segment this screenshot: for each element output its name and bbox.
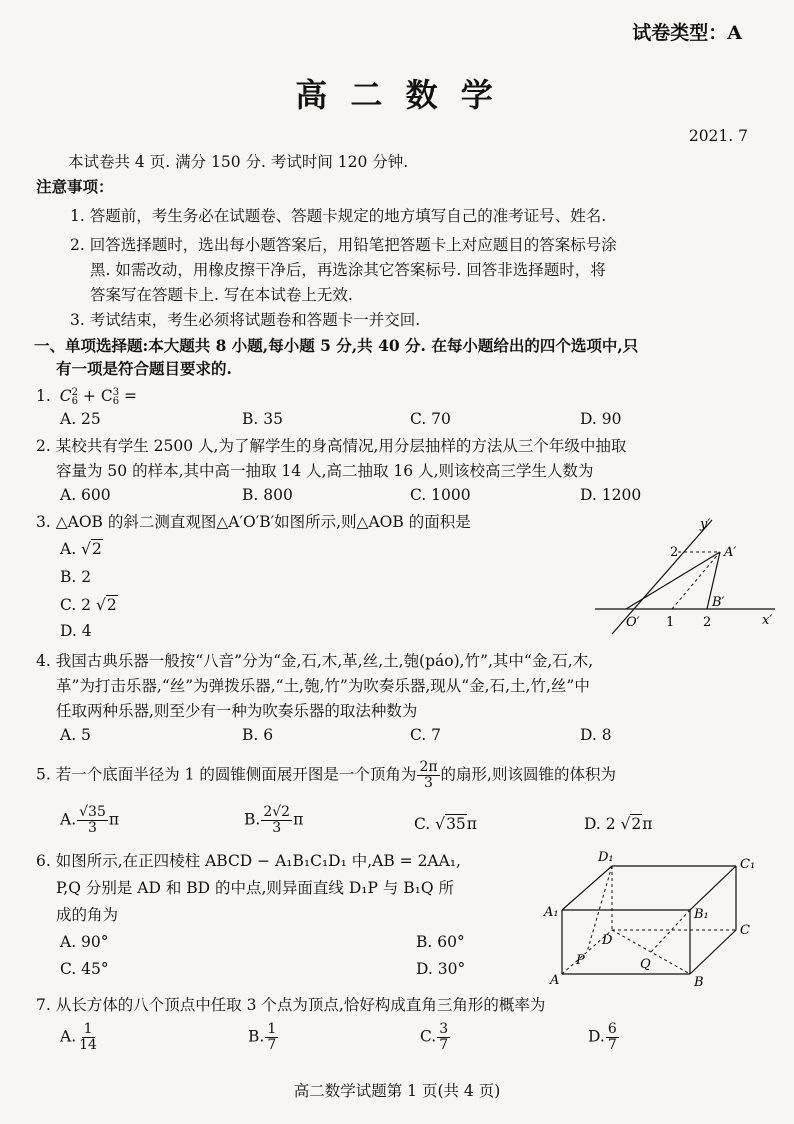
notes-heading: 注意事项： — [36, 177, 114, 196]
q6-prism-figure — [540, 846, 770, 992]
note-2c: 答案写在答题卡上. 写在本试卷上无效. — [90, 286, 353, 304]
q5-option-c: C. √35π — [414, 815, 477, 833]
q6-stem-3: 成的角为 — [56, 906, 119, 924]
page-title: 高 二 数 学 — [295, 76, 499, 114]
q1-option-b: B. 35 — [242, 410, 283, 428]
q2-option-d: D. 1200 — [580, 486, 642, 504]
edge-bc — [690, 930, 736, 974]
tick-2: 2 — [703, 615, 712, 630]
q2-stem-2: 容量为 50 的样本,其中高一抽取 14 人,高二抽取 16 人,则该校高三学生人数为 — [56, 462, 594, 480]
label-d1: D₁ — [598, 850, 614, 865]
label-c: C — [740, 923, 750, 938]
q5-option-a: A. $\frac{√35}{3}$ π — [60, 804, 120, 836]
q2-option-b: B. 800 — [242, 486, 293, 504]
label-b1: B₁ — [694, 907, 709, 922]
label-a1: A₁ — [544, 905, 559, 920]
q3-option-a: A. √2 — [60, 540, 102, 558]
q7-option-d: D. $\frac{6}{7}$ — [588, 1021, 617, 1053]
segment-oa — [626, 552, 720, 609]
note-2b: 黑. 如需改动，用橡皮擦干净后，再选涂其它答案标号. 回答非选择题时，将 — [90, 261, 606, 279]
label-c1: C₁ — [740, 857, 756, 872]
label-d: D — [602, 933, 613, 948]
q5-option-d: D. 2 √2π — [584, 815, 653, 833]
q2-option-c: C. 1000 — [410, 486, 471, 504]
edge-b1c1 — [690, 866, 736, 910]
q3-figure — [590, 512, 780, 637]
label-b: B — [694, 975, 704, 990]
q7-stem: 7. 从长方体的八个顶点中任取 3 个点为顶点,恰好构成直角三角形的概率为 — [36, 996, 546, 1014]
q6-stem-2: P,Q 分别是 AD 和 BD 的中点,则异面直线 D₁P 与 B₁Q 所 — [56, 879, 455, 897]
note-3: 3. 考试结束，考生必须将试题卷和答题卡一并交回. — [70, 311, 421, 329]
q4-stem-3: 任取两种乐器,则至少有一种为吹奏乐器的取法种数为 — [56, 702, 418, 720]
q1-option-c: C. 70 — [410, 410, 451, 428]
q4-stem-2: 革”为打击乐器,“丝”为弹拨乐器,“土,匏,竹”为吹奏乐器,现从“金,石,土,竹,丝”中 — [56, 677, 590, 695]
section1-heading-1: 一、单项选择题:本大题共 8 小题,每小题 5 分,共 40 分. 在每小题给出的四个选项中,只 — [34, 336, 639, 355]
q6-option-c: C. 45° — [60, 960, 109, 978]
q4-stem-1: 4. 我国古典乐器一般按“八音”分为“金,石,木,革,丝,土,匏(páo),竹”,其中“金,石,木, — [36, 652, 594, 670]
q6-stem-1: 6. 如图所示,在正四棱柱 ABCD − A₁B₁C₁D₁ 中,AB = 2AA₁, — [36, 852, 461, 870]
q5-option-b: B. $\frac{2√2}{3}$ π — [244, 804, 304, 836]
q6-option-d: D. 30° — [416, 960, 466, 978]
q4-option-b: B. 6 — [242, 726, 274, 744]
label-a: A′ — [724, 545, 737, 560]
q4-option-c: C. 7 — [410, 726, 442, 744]
q1-option-d: D. 90 — [580, 410, 622, 428]
q2-option-a: A. 600 — [60, 486, 111, 504]
intro-text: 本试卷共 4 页. 满分 150 分. 考试时间 120 分钟. — [68, 153, 409, 171]
q5-angle-fraction: $\frac{2\pi}{3}$ — [419, 759, 438, 791]
q4-option-d: D. 8 — [580, 726, 612, 744]
q7-option-a: A. $\frac{1}{14}$ — [60, 1021, 97, 1053]
paper-type: 试卷类型：A — [632, 22, 742, 44]
tick-y-2: 2 — [670, 545, 679, 560]
line-b1q — [651, 910, 690, 952]
q3-option-c: C. 2 √2 — [60, 596, 117, 614]
tick-1: 1 — [666, 615, 675, 630]
section1-heading-2: 有一项是符合题目要求的. — [56, 359, 232, 378]
q5-stem: 5. 若一个底面半径为 1 的圆锥侧面展开图是一个顶角为 $\frac{2\pi}{3}$ 的扇形,则该圆锥的体积为 — [36, 759, 616, 791]
label-a: A — [550, 973, 560, 988]
q2-stem-1: 2. 某校共有学生 2500 人,为了解学生的身高情况,用分层抽样的方法从三个年级中抽取 — [36, 437, 627, 455]
q6-option-b: B. 60° — [416, 933, 465, 951]
q4-option-a: A. 5 — [60, 726, 91, 744]
label-q: Q — [640, 957, 651, 972]
q1-stem: 1. C 2 6 + C 3 6 = — [36, 387, 138, 407]
note-2a: 2. 回答选择题时，选出每小题答案后，用铅笔把答题卡上对应题目的答案标号涂 — [70, 236, 617, 254]
label-y: y′ — [700, 517, 711, 532]
q3-stem: 3. △AOB 的斜二测直观图△A′O′B′如图所示,则△AOB 的面积是 — [36, 513, 471, 531]
edge-a1d1 — [562, 866, 612, 910]
q7-option-b: B. $\frac{1}{7}$ — [248, 1021, 277, 1053]
q3-option-b: B. 2 — [60, 568, 92, 586]
note-1: 1. 答题前，考生务必在试题卷、答题卡规定的地方填写自己的准考证号、姓名. — [70, 207, 607, 225]
label-o: O′ — [626, 615, 640, 630]
page-footer: 高二数学试题第 1 页(共 4 页) — [293, 1082, 501, 1100]
q1-option-a: A. 25 — [60, 410, 101, 428]
label-x: x′ — [762, 613, 773, 628]
q6-option-a: A. 90° — [60, 933, 109, 951]
exam-date: 2021. 7 — [688, 127, 748, 145]
label-b: B′ — [712, 595, 725, 610]
label-p: P — [576, 953, 585, 968]
q3-option-d: D. 4 — [60, 622, 92, 640]
q7-option-c: C. $\frac{3}{7}$ — [420, 1021, 449, 1053]
